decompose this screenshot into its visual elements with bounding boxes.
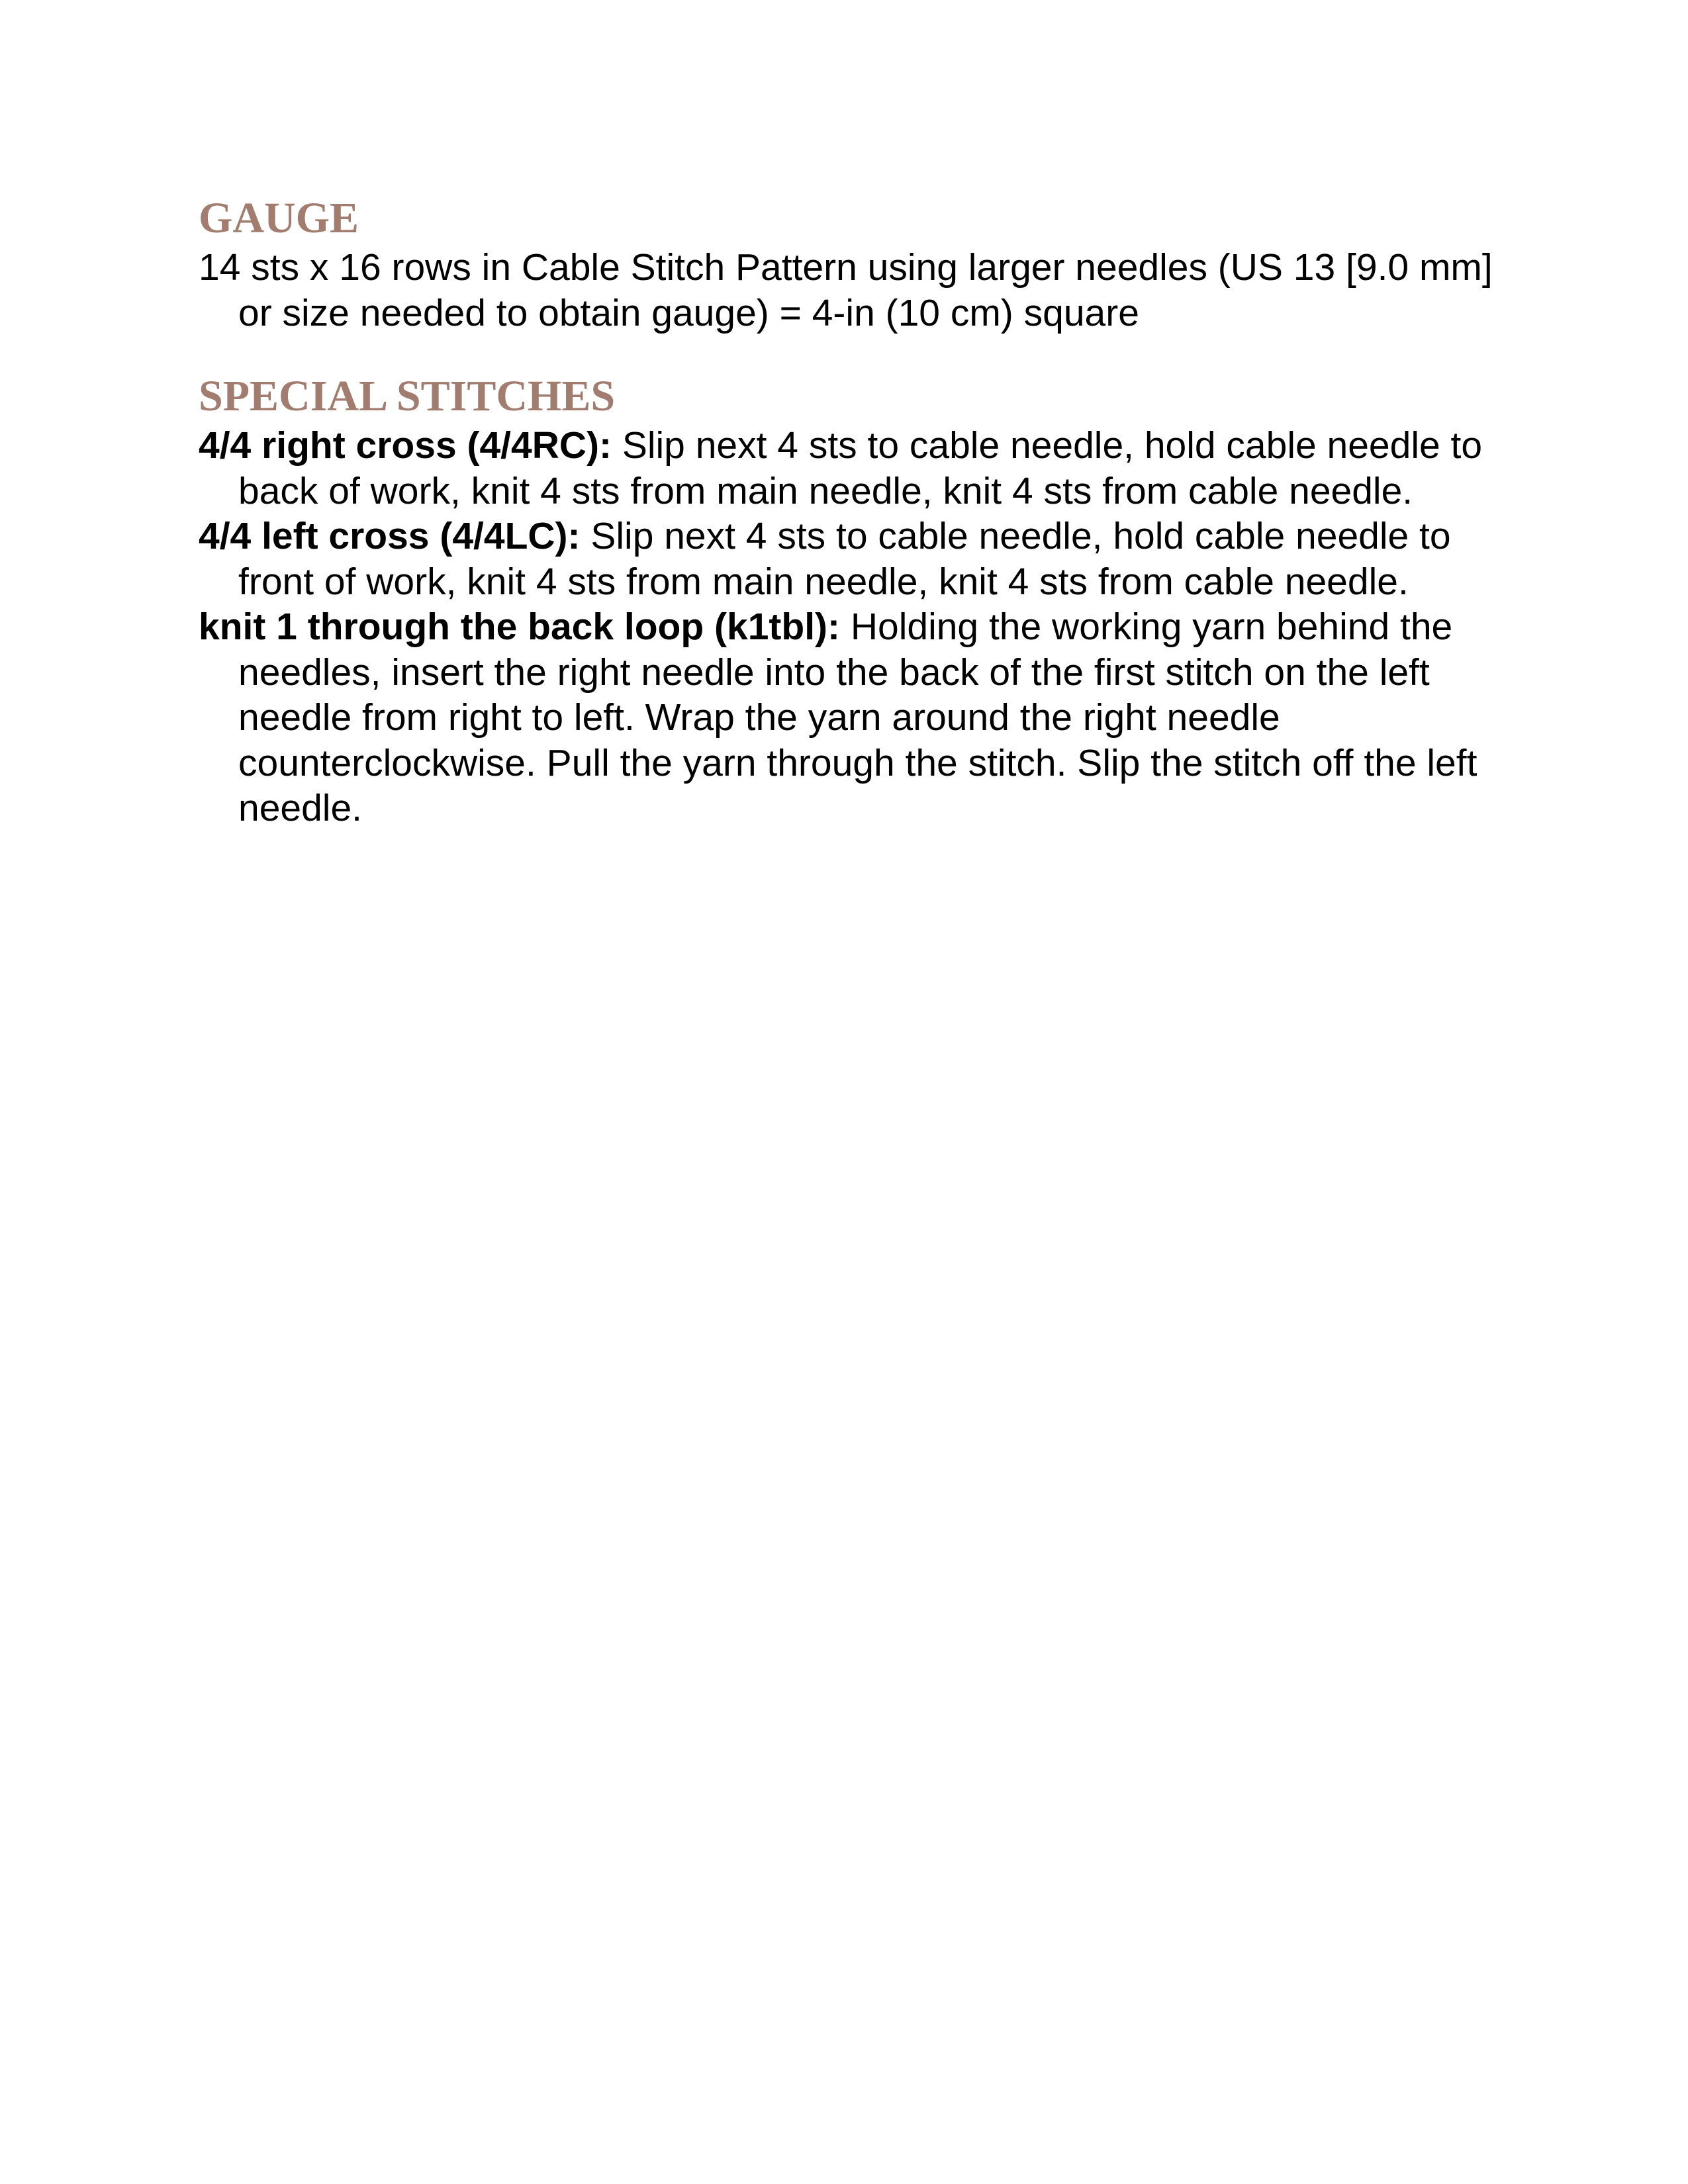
- stitch-definition-4-4lc: [199, 514, 1496, 604]
- document-page: [199, 192, 1496, 831]
- stitch-definition-k1tbl: [199, 604, 1496, 831]
- stitch-term: 4/4 right cross (4/4RC):: [199, 424, 612, 467]
- stitch-term: knit 1 through the back loop (k1tbl):: [199, 606, 840, 648]
- stitch-term: 4/4 left cross (4/4LC):: [199, 515, 581, 557]
- gauge-heading: GAUGE: [199, 194, 359, 242]
- stitch-definition-4-4rc: [199, 423, 1496, 514]
- gauge-text: 14 sts x 16 rows in Cable Stitch Pattern using larger needles (US 13 [9.0 mm] or size needed to obtain gauge) = 4-in (10 cm) square: [199, 246, 1493, 334]
- special-stitches-list: [199, 423, 1496, 831]
- stitch-description: Slip next 4 sts to cable needle, hold cable needle to back of work, knit 4 sts from main needle, knit 4 sts from cable needle.: [238, 424, 1483, 512]
- stitch-description: Slip next 4 sts to cable needle, hold cable needle to front of work, knit 4 sts from main needle, knit 4 sts from cable needle.: [238, 515, 1451, 603]
- stitch-description: Holding the working yarn behind the needles, insert the right needle into the back of the first stitch on the left needle from right to left. Wrap the yarn around the right needle counterclockwise. Pull the yarn through the stitch. Slip the stitch off the left needle.: [238, 606, 1477, 829]
- special-stitches-heading: SPECIAL STITCHES: [199, 372, 616, 420]
